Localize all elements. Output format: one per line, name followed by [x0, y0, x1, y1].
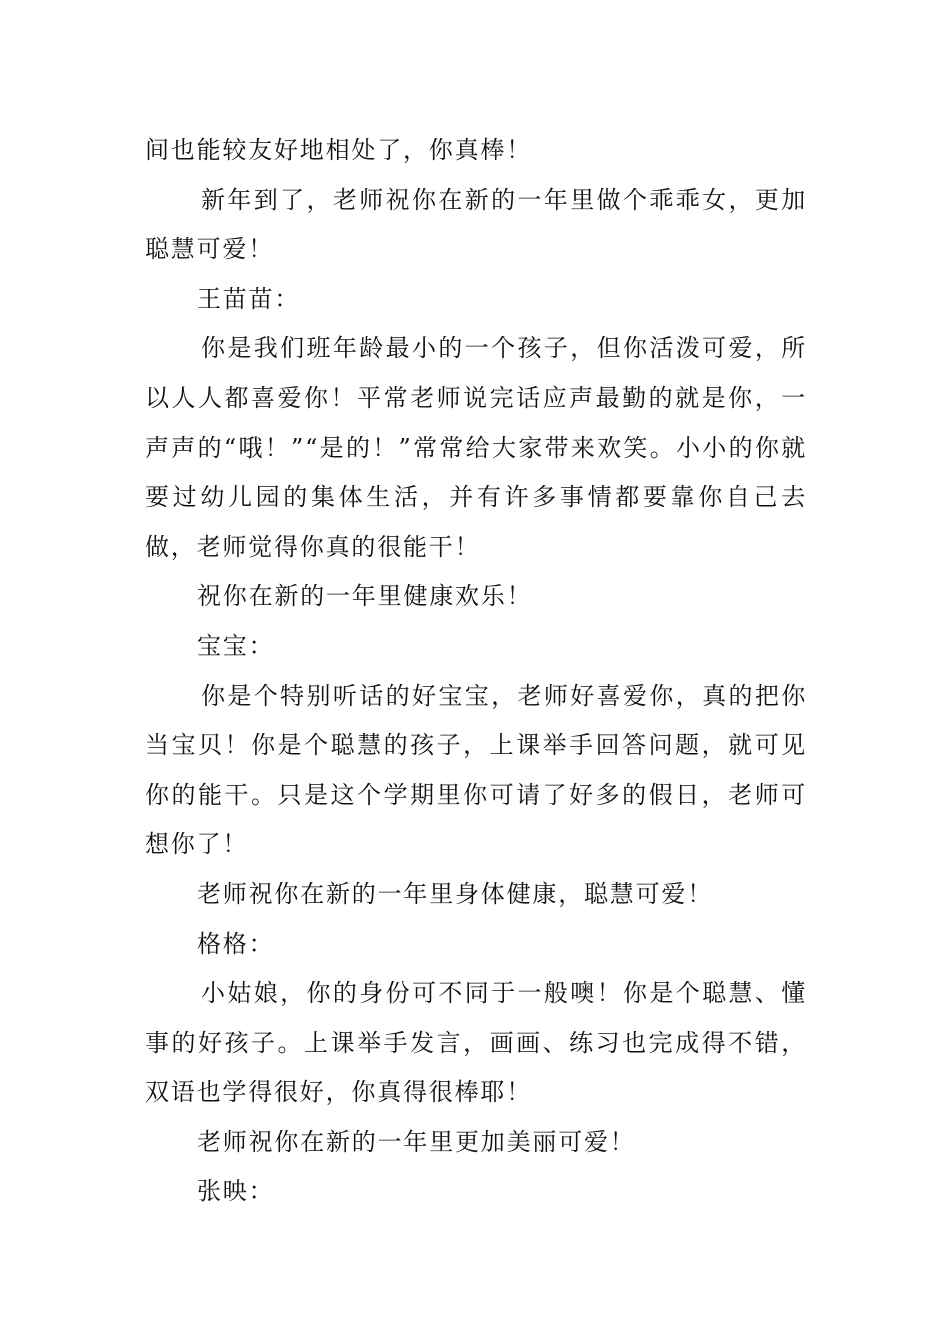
- paragraph-new-year-wish: 新年到了，老师祝你在新的一年里做个乖乖女，更加聪慧可爱！: [145, 185, 807, 264]
- document-page: [145, 126, 807, 1217]
- paragraph-name-heading: 宝宝：: [197, 631, 275, 660]
- paragraph-comment: 小姑娘，你的身份可不同于一般噢！你是个聪慧、懂事的好孩子。上课举手发言，画画、练习也完成得不错，双语也学得很好，你真得很棒耶！: [145, 979, 807, 1107]
- paragraph-comment: 你是个特别听话的好宝宝，老师好喜爱你，真的把你当宝贝！你是个聪慧的孩子，上课举手回答问题，就可见你的能干。只是这个学期里你可请了好多的假日，老师可想你了！: [145, 681, 807, 859]
- paragraph-name-heading: 王苗苗：: [197, 284, 301, 313]
- paragraph-wish: 祝你在新的一年里健康欢乐！: [197, 582, 533, 611]
- paragraph-comment: 你是我们班年龄最小的一个孩子，但你活泼可爱，所以人人都喜爱你！平常老师说完话应声最勤的就是你，一声声的“哦！”“是的！”常常给大家带来欢笑。小小的你就要过幼儿园的集体生活，并有许多事情都要靠你自己去做，老师觉得你真的很能干！: [145, 334, 807, 561]
- paragraph-name-heading: 格格：: [197, 929, 275, 958]
- paragraph-continuation: 间也能较友好地相处了，你真棒！: [145, 136, 532, 164]
- paragraph-wish: 老师祝你在新的一年里更加美丽可爱！: [197, 1127, 636, 1156]
- paragraph-name-heading: 张映：: [197, 1177, 275, 1206]
- paragraph-wish: 老师祝你在新的一年里身体健康，聪慧可爱！: [197, 879, 713, 908]
